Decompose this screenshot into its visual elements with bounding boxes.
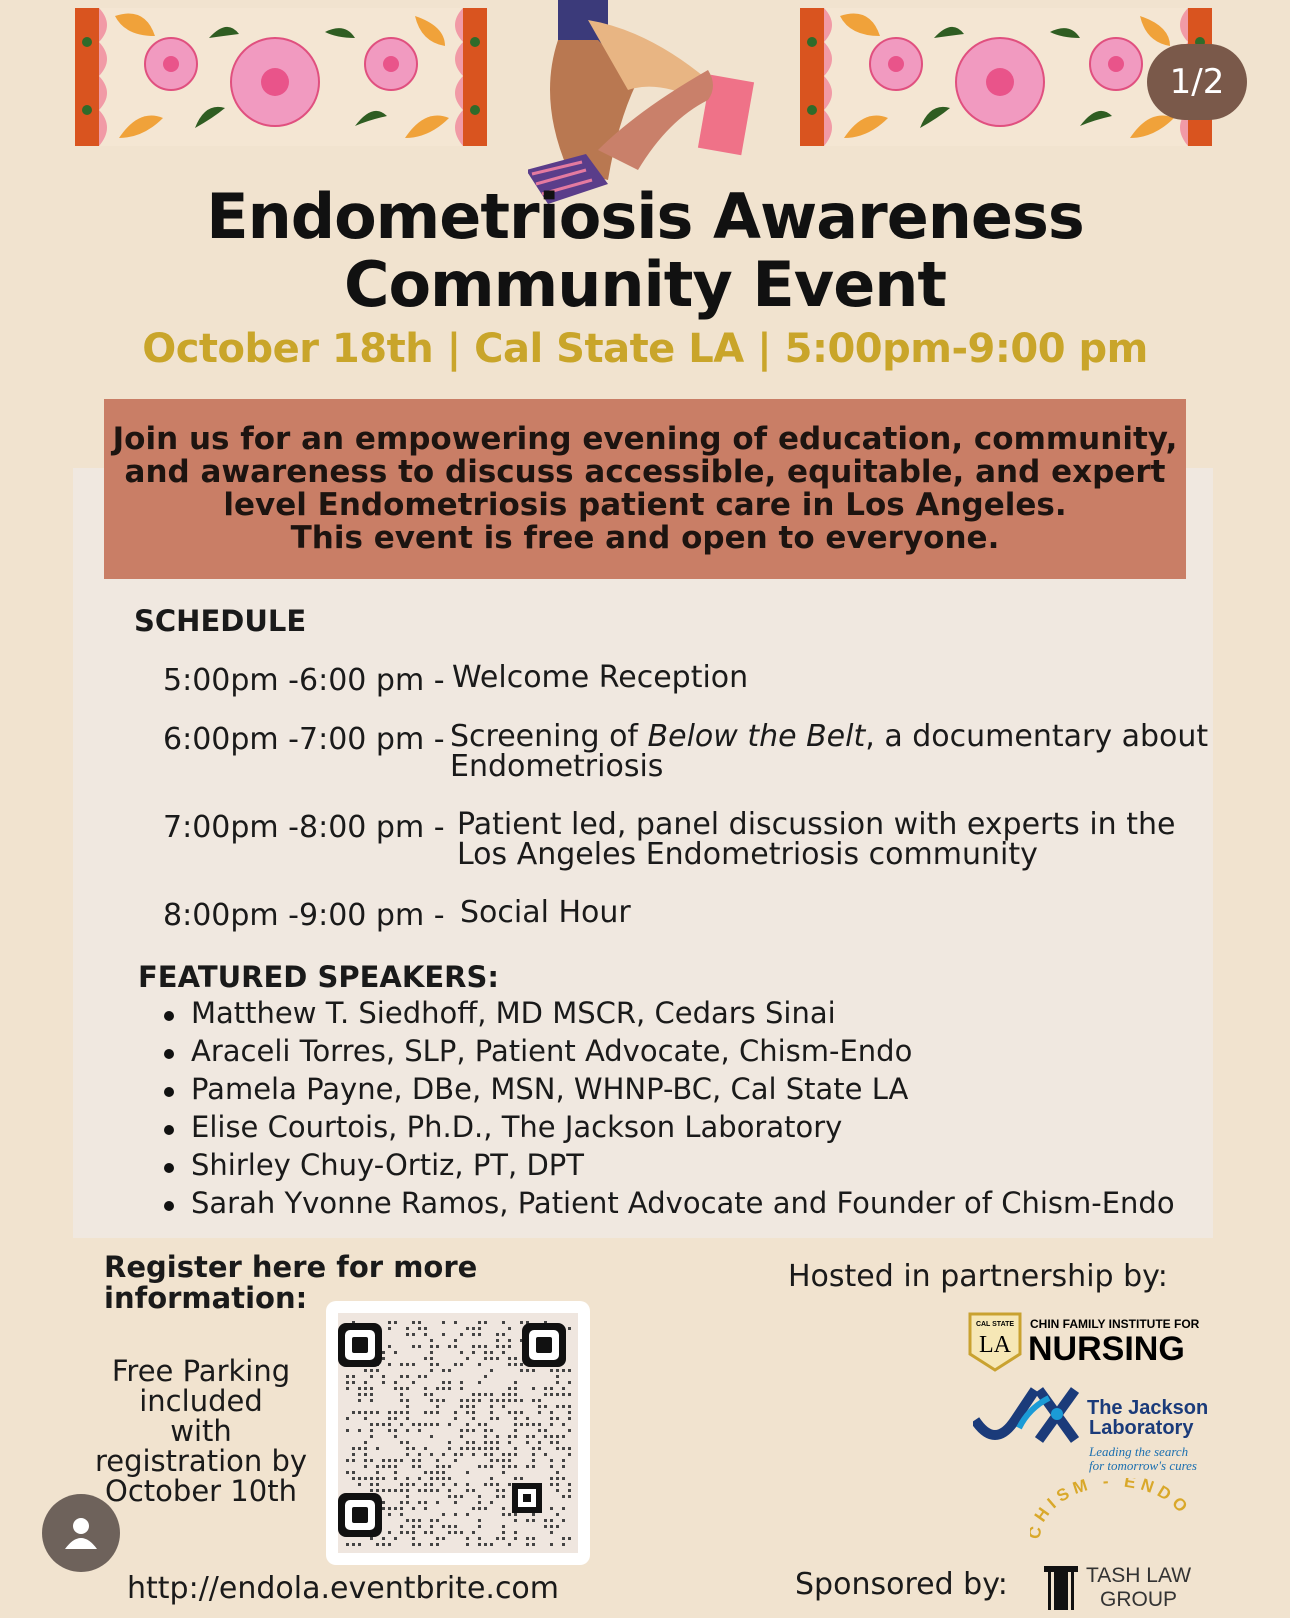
speaker-name: Matthew T. Siedhoff, MD MSCR, Cedars Sinai — [191, 996, 836, 1030]
chism-endo-logo — [1030, 1478, 1200, 1548]
schedule-desc-post: , a documentary about — [865, 719, 1209, 754]
schedule-desc-pre: Screening of — [450, 719, 648, 754]
list-item — [160, 1032, 1175, 1070]
schedule-time: 7:00pm -8:00 pm - — [163, 810, 445, 845]
speaker-name: Elise Courtois, Ph.D., The Jackson Laboratory — [191, 1110, 843, 1144]
schedule-desc: Welcome Reception — [452, 660, 749, 695]
bullet-icon — [164, 1163, 174, 1173]
jax-line2: Laboratory — [1089, 1417, 1194, 1439]
schedule-heading: SCHEDULE — [134, 604, 307, 638]
user-avatar-button[interactable] — [42, 1494, 120, 1572]
schedule-time: 6:00pm -7:00 pm - — [163, 722, 445, 757]
sponsored-label: Sponsored by: — [795, 1567, 1008, 1602]
registration-qr-code[interactable] — [326, 1301, 590, 1565]
hands-illustration — [528, 0, 768, 210]
tash-law-group-logo — [1040, 1558, 1210, 1614]
cal-state-nursing-logo — [968, 1308, 1204, 1376]
intro-line1: Join us for an empowering evening of education, community, — [112, 421, 1178, 457]
list-item — [160, 1108, 1175, 1146]
jackson-laboratory-logo — [973, 1384, 1209, 1474]
bullet-icon — [164, 1201, 174, 1211]
person-icon — [61, 1513, 101, 1553]
chism-endo-text: HISM - ENDO — [1030, 1478, 1195, 1526]
parking-line2: included — [139, 1384, 263, 1418]
list-item — [160, 1070, 1175, 1108]
register-line1: Register here for more — [104, 1250, 478, 1284]
calstate-la-text: LA — [979, 1332, 1011, 1358]
speaker-name: Sarah Yvonne Ramos, Patient Advocate and Founder of Chism-Endo — [191, 1186, 1175, 1220]
jax-tagline2: for tomorrow's cures — [1089, 1458, 1197, 1473]
tash-line2: GROUP — [1100, 1588, 1178, 1611]
speakers-heading: FEATURED SPEAKERS: — [138, 960, 499, 994]
intro-box — [104, 399, 1186, 579]
bullet-icon — [164, 1011, 174, 1021]
floral-banner-left — [75, 8, 487, 146]
film-title: Below the Belt — [647, 719, 866, 754]
page-indicator[interactable]: 1/2 — [1147, 44, 1247, 120]
schedule-desc-line2: Endometriosis — [450, 749, 664, 784]
hosted-label: Hosted in partnership by: — [788, 1259, 1168, 1294]
svg-text:CHISM - ENDO — [1030, 1478, 1195, 1541]
schedule-time: 8:00pm -9:00 pm - — [163, 898, 445, 933]
parking-line1: Free Parking — [111, 1354, 291, 1388]
parking-line3: with — [170, 1414, 232, 1448]
intro-line2: and awareness to discuss accessible, equitable, and expert — [124, 454, 1166, 490]
parking-line5: October 10th — [105, 1474, 297, 1508]
speaker-name: Araceli Torres, SLP, Patient Advocate, Chism-Endo — [191, 1034, 913, 1068]
bullet-icon — [164, 1125, 174, 1135]
jax-line1: The Jackson — [1087, 1397, 1209, 1419]
speaker-name: Pamela Payne, DBe, MSN, WHNP-BC, Cal State LA — [191, 1072, 909, 1106]
title-line2: Community Event — [343, 248, 947, 321]
schedule-time: 5:00pm -6:00 pm - — [163, 663, 445, 698]
calstate-small-text: CAL STATE — [975, 1321, 1015, 1328]
nursing-main-text: NURSING — [1028, 1330, 1185, 1368]
title-line1: Endometriosis Awareness — [206, 180, 1084, 253]
list-item — [160, 1146, 1175, 1184]
schedule-desc: Social Hour — [460, 895, 631, 930]
bullet-icon — [164, 1087, 174, 1097]
jax-tagline1: Leading the search — [1089, 1444, 1189, 1459]
register-line2: information: — [104, 1281, 308, 1315]
list-item — [160, 994, 1175, 1032]
schedule-desc-line2: Los Angeles Endometriosis community — [457, 837, 1038, 872]
schedule-desc — [450, 719, 1209, 754]
speaker-name: Shirley Chuy-Ortiz, PT, DPT — [191, 1148, 584, 1182]
speakers-list — [160, 994, 1175, 1222]
bullet-icon — [164, 1049, 174, 1059]
event-date-location: October 18th | Cal State LA | 5:00pm-9:00 pm — [142, 326, 1148, 372]
intro-line3: level Endometriosis patient care in Los Angeles. — [223, 487, 1067, 523]
parking-note — [90, 1356, 312, 1506]
nursing-top-text: CHIN FAMILY INSTITUTE FOR — [1030, 1317, 1200, 1331]
tash-line1: TASH LAW — [1086, 1564, 1192, 1587]
parking-line4: registration by — [94, 1444, 308, 1478]
schedule-desc: Patient led, panel discussion with experts in the — [457, 807, 1176, 842]
list-item — [160, 1184, 1175, 1222]
intro-line4: This event is free and open to everyone. — [290, 520, 1000, 556]
registration-link[interactable]: http://endola.eventbrite.com — [127, 1571, 560, 1606]
